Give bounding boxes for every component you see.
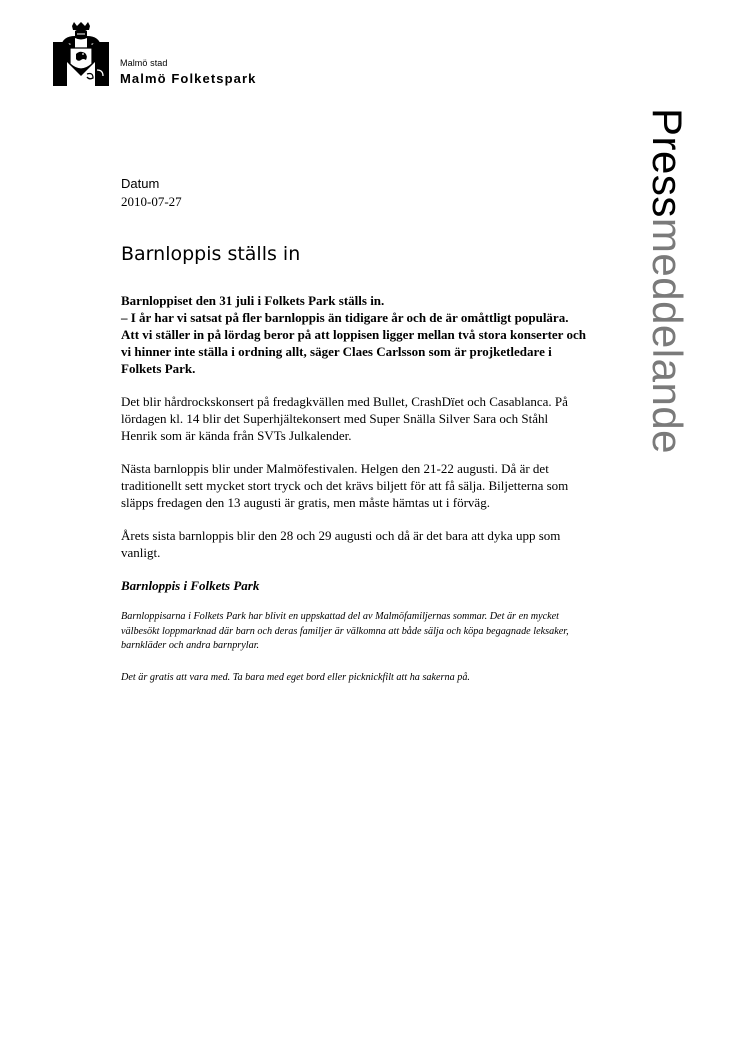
pressmeddelande-side-label <box>640 108 694 454</box>
side-label-press: Press <box>644 108 691 218</box>
lead-paragraph <box>121 292 586 377</box>
lead-line-1: Barnloppiset den 31 juli i Folkets Park ställs in. <box>121 293 385 308</box>
organization-name: Malmö Folketspark <box>120 71 257 86</box>
info-box-title: Barnloppis i Folkets Park <box>121 578 260 593</box>
side-label-meddelande: meddelande <box>644 217 691 455</box>
organization-small: Malmö stad <box>120 58 168 68</box>
press-release-body <box>121 292 586 702</box>
date-value: 2010-07-27 <box>121 194 182 209</box>
info-box-text: Barnloppisarna i Folkets Park har blivit en uppskattad del av Malmöfamiljernas sommar. Det är en mycket välbesökt loppmarknad där barn och deras familjer är välkomna att både sälja och köpa begagnade leksaker, barnkläder och andra barnprylar. <box>121 611 569 652</box>
malmo-coat-of-arms-logo <box>53 22 109 86</box>
paragraph-concerts: Det blir hårdrockskonsert på fredagkvällen med Bullet, CrashDïet och Casablanca. På lördagen kl. 14 blir det Superhjältekonsert med Super Snälla Silver Sara och Ståhl Henrik som är kända från SVTs Julkalender. <box>121 394 568 443</box>
info-box-footer: Det är gratis att vara med. Ta bara med eget bord eller picknickfilt att ha sakerna på. <box>121 671 470 683</box>
page-title: Barnloppis ställs in <box>121 243 301 265</box>
paragraph-next-flea: Nästa barnloppis blir under Malmöfestivalen. Helgen den 21-22 augusti. Då är det traditionellt sett mycket stort tryck och det krävs biljett för att få sälja. Biljetterna som släpps fredagen den 13 augusti är gratis, men måste hämtas ut i förväg. <box>121 461 569 510</box>
date-label: Datum <box>121 176 160 191</box>
coat-of-arms-icon <box>53 22 109 86</box>
paragraph-last-flea: Årets sista barnloppis blir den 28 och 29 augusti och då är det bara att dyka upp som vanligt. <box>121 528 561 560</box>
lead-line-2: – I år har vi satsat på fler barnloppis än tidigare år och de är omåttligt populära. Att vi ställer in på lördag beror på att loppisen ligger mellan två stora konserter och vi hinner inte ställa i ordning allt, säger Claes Carlsson som är projketledare i Folkets Park. <box>121 310 586 376</box>
